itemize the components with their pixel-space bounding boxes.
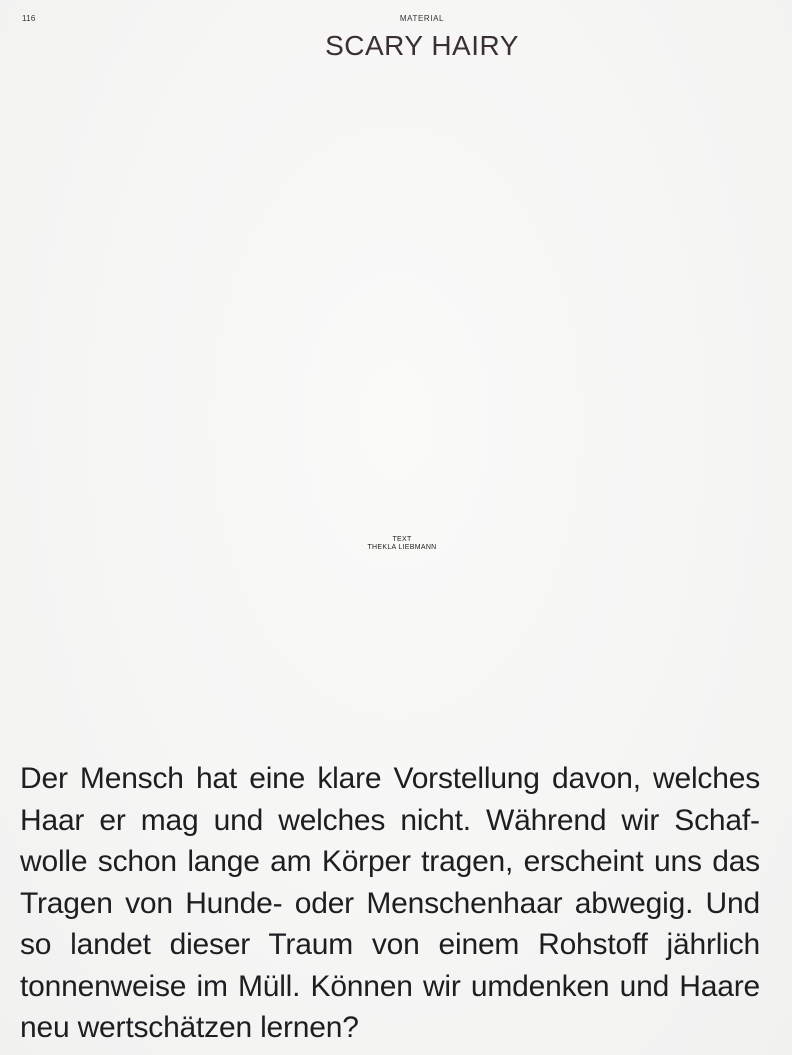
author-credit [0, 536, 792, 552]
article-title: SCARY HAIRY [325, 30, 519, 61]
page-number: 116 [22, 14, 36, 23]
section-label: MATERIAL [399, 14, 445, 23]
credit-author: THEKLA LIEBMANN [367, 544, 437, 551]
lead-paragraph: Der Mensch hat eine klare Vorstellung davon, welches Haar er mag und welches nicht. Während wir Schafwolle schon lange am Körper tragen, erscheint uns das Tragen von Hunde- oder Menschenhaar abwegig. Und so landet dieser Traum von einem Rohstoff jährlich tonnenweise im Müll. Können wir umdenken und Haare neu wertschätzen lernen? [20, 762, 760, 1044]
credit-label: TEXT [392, 536, 412, 543]
